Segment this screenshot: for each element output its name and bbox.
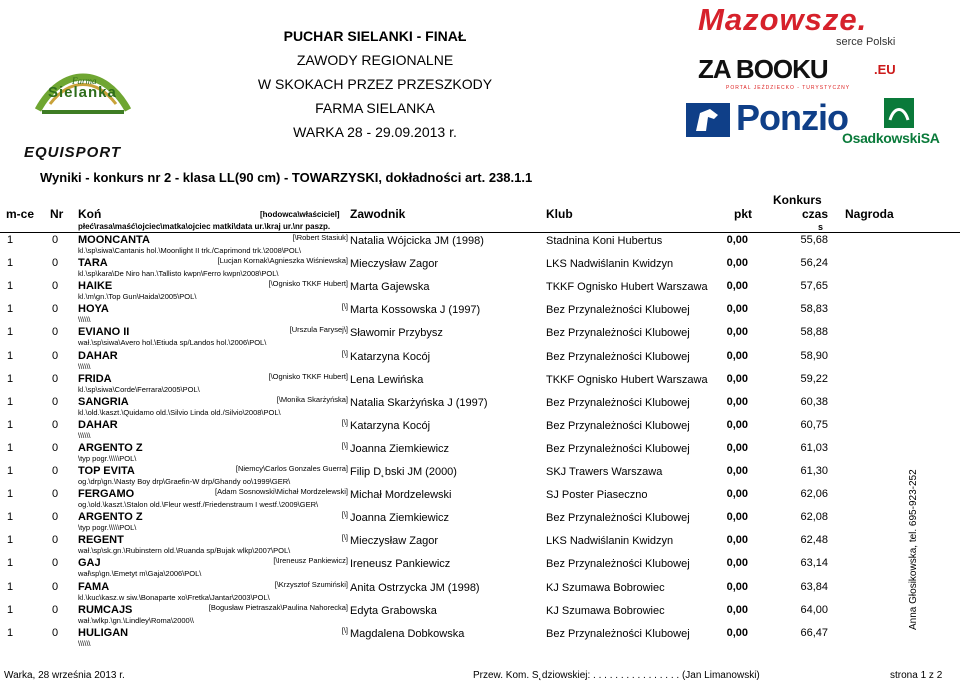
points-cell: 0,00 bbox=[726, 557, 748, 570]
club-cell: TKKF Ognisko Hubert Warszawa bbox=[546, 373, 708, 386]
pedigree-cell: kl.\sp\kara\De Niro han.\Tallisto kwpn\Ferro kwpn\2008\POL\ bbox=[78, 269, 279, 279]
place-cell: 1 bbox=[7, 488, 14, 501]
time-cell: 62,08 bbox=[800, 511, 828, 524]
nr-cell: 0 bbox=[52, 395, 59, 408]
horse-name: TOP EVITA bbox=[78, 465, 135, 477]
rider-cell: Ireneusz Pankiewicz bbox=[350, 558, 451, 571]
nr-cell: 0 bbox=[52, 257, 59, 270]
place-cell: 1 bbox=[7, 303, 14, 316]
table-row bbox=[0, 372, 960, 396]
owner-cell: [Bogusław Pietraszak\Paulina Nahorecka] bbox=[208, 602, 348, 612]
time-cell: 59,22 bbox=[800, 372, 828, 385]
club-cell: TKKF Ognisko Hubert Warszawa bbox=[546, 281, 708, 294]
club-cell: Bez Przynależności Klubowej bbox=[546, 512, 690, 525]
points-cell: 0,00 bbox=[726, 534, 748, 547]
col-pedigree: płeć\rasa\maść\ojciec\matka\ojciec matki\data ur.\kraj ur.\nr paszp. bbox=[78, 222, 331, 231]
table-row bbox=[0, 533, 960, 557]
rider-cell: Katarzyna Kocój bbox=[350, 419, 431, 432]
horse-name: ARGENTO Z bbox=[78, 511, 143, 524]
horse-name: DAHAR bbox=[78, 349, 118, 362]
pedigree-cell: wał.\wlkp.\gn.\Lindley\Roma\2000\\ bbox=[78, 615, 194, 625]
place-cell: 1 bbox=[7, 372, 14, 385]
owner-cell: [\] bbox=[341, 417, 348, 427]
col-zawodnik: Zawodnik bbox=[350, 207, 406, 221]
table-row bbox=[0, 580, 960, 604]
points-cell: 0,00 bbox=[726, 280, 748, 293]
points-cell: 0,00 bbox=[726, 626, 748, 639]
pedigree-cell: \\\\\\ bbox=[78, 430, 91, 440]
horse-name: DAHAR bbox=[78, 418, 118, 431]
rider-cell: Filip D˛bski JM (2000) bbox=[350, 466, 457, 478]
col-nagroda: Nagroda bbox=[845, 207, 894, 221]
place-cell: 1 bbox=[7, 257, 14, 270]
rider-cell: Natalia Skarżyńska J (1997) bbox=[350, 396, 488, 409]
club-cell: Stadnina Koni Hubertus bbox=[546, 235, 663, 247]
ponzio-horse-icon bbox=[686, 103, 730, 137]
owner-cell: [\Robert Stasiuk] bbox=[292, 233, 348, 242]
club-cell: Bez Przynależności Klubowej bbox=[546, 304, 690, 317]
place-cell: 1 bbox=[7, 603, 14, 616]
col-czas-unit: s bbox=[818, 222, 824, 232]
table-row bbox=[0, 279, 960, 303]
club-cell: Bez Przynależności Klubowej bbox=[546, 327, 690, 340]
footer-date: Warka, 28 września 2013 r. bbox=[4, 670, 125, 681]
horse-name: HAIKE bbox=[78, 280, 113, 293]
rider-cell: Magdalena Dobkowska bbox=[350, 627, 465, 640]
horse-name: REGENT bbox=[78, 534, 124, 547]
club-cell: Bez Przynależności Klubowej bbox=[546, 558, 690, 571]
time-cell: 62,06 bbox=[800, 488, 828, 501]
table-row bbox=[0, 256, 960, 280]
horse-name: MOONCANTA bbox=[78, 234, 150, 246]
pedigree-cell: wał.\sp\sk.gn.\Rubinstern old.\Ruanda sp/Bujak wlkp\2007\POL\ bbox=[78, 546, 291, 556]
club-cell: Bez Przynależności Klubowej bbox=[546, 627, 690, 640]
nr-cell: 0 bbox=[52, 488, 59, 501]
place-cell: 1 bbox=[7, 511, 14, 524]
pedigree-cell: kl.\m\gn.\Top Gun\Haida\2005\POL\ bbox=[78, 292, 197, 302]
points-cell: 0,00 bbox=[726, 603, 748, 616]
time-cell: 56,24 bbox=[800, 257, 828, 270]
place-cell: 1 bbox=[7, 418, 14, 431]
place-cell: 1 bbox=[7, 395, 14, 408]
results-title: Wyniki - konkurs nr 2 - klasa LL(90 cm) - TOWARZYSKI, dokładności art. 238.1.1 bbox=[40, 170, 533, 185]
zabooku-logo bbox=[698, 54, 898, 94]
club-cell: SJ Poster Piaseczno bbox=[546, 489, 648, 502]
event-title-line: WARKA 28 - 29.09.2013 r. bbox=[293, 124, 457, 140]
points-cell: 0,00 bbox=[726, 488, 748, 501]
pedigree-cell: \\\\\\ bbox=[78, 638, 91, 648]
club-cell: Bez Przynależności Klubowej bbox=[546, 350, 690, 363]
owner-cell: [\] bbox=[341, 348, 348, 358]
table-row bbox=[0, 626, 960, 650]
event-title-line: PUCHAR SIELANKI - FINAŁ bbox=[283, 28, 467, 44]
place-cell: 1 bbox=[7, 326, 14, 339]
pedigree-cell: kl.\sp\siwa\Corde\Ferrara\2005\POL\ bbox=[78, 384, 200, 394]
table-row bbox=[0, 325, 960, 349]
owner-cell: [\] bbox=[341, 510, 348, 520]
points-cell: 0,00 bbox=[726, 580, 748, 593]
table-row bbox=[0, 349, 960, 373]
nr-cell: 0 bbox=[52, 511, 59, 524]
footer-page: strona 1 z 2 bbox=[890, 670, 943, 681]
horse-name: HULIGAN bbox=[78, 626, 129, 639]
table-row bbox=[0, 510, 960, 534]
nr-cell: 0 bbox=[52, 303, 59, 316]
horse-name: GAJ bbox=[78, 557, 101, 570]
time-cell: 63,84 bbox=[800, 580, 828, 593]
rider-cell: Joanna Ziemkiewicz bbox=[350, 442, 450, 455]
club-cell: SKJ Trawers Warszawa bbox=[546, 466, 663, 478]
place-cell: 1 bbox=[7, 234, 14, 246]
pedigree-cell: kl.\sp\siwa\Cantanis hol.\Moonlight II trk./Caprimond trk.\2008\POL\ bbox=[78, 246, 302, 255]
event-title-line: FARMA SIELANKA bbox=[315, 100, 435, 116]
owner-cell: [Lucjan Kornak\Agnieszka Wiśniewska] bbox=[217, 256, 348, 266]
rider-cell: Marta Gajewska bbox=[350, 281, 430, 294]
table-row bbox=[0, 395, 960, 419]
rider-cell: Joanna Ziemkiewicz bbox=[350, 512, 450, 525]
nr-cell: 0 bbox=[52, 372, 59, 385]
nr-cell: 0 bbox=[52, 418, 59, 431]
points-cell: 0,00 bbox=[726, 257, 748, 270]
horse-name: FAMA bbox=[78, 580, 110, 593]
footer-judge: Przew. Kom. S˛dziowskiej: . . . . . . . . . . . . . . . . (Jan Limanowski) bbox=[473, 670, 760, 681]
nr-cell: 0 bbox=[52, 280, 59, 293]
place-cell: 1 bbox=[7, 580, 14, 593]
horse-name: EVIANO II bbox=[78, 326, 130, 339]
place-cell: 1 bbox=[7, 441, 14, 454]
col-konkurs: Konkurs bbox=[773, 193, 822, 207]
time-cell: 63,14 bbox=[800, 557, 828, 570]
owner-cell: [\Monika Skarżyńska] bbox=[276, 394, 348, 404]
club-cell: LKS Nadwiślanin Kwidzyn bbox=[546, 258, 674, 271]
club-cell: Bez Przynależności Klubowej bbox=[546, 419, 690, 432]
owner-cell: [\] bbox=[341, 440, 348, 450]
side-note-text: Anna Głosikowska, tel. 695-923-252 bbox=[908, 469, 919, 630]
table-row bbox=[0, 441, 960, 465]
rider-cell: Natalia Wójcicka JM (1998) bbox=[350, 235, 484, 247]
mazowsze-tagline: serce Polski bbox=[836, 36, 896, 48]
horse-name: TARA bbox=[78, 257, 108, 270]
event-title-line: ZAWODY REGIONALNE bbox=[296, 52, 454, 68]
nr-cell: 0 bbox=[52, 441, 59, 454]
time-cell: 57,65 bbox=[800, 280, 828, 293]
ponzio-wordmark: Ponzio bbox=[736, 97, 848, 138]
time-cell: 60,38 bbox=[800, 395, 828, 408]
points-cell: 0,00 bbox=[726, 465, 748, 477]
owner-cell: [\Krzysztof Szumiński] bbox=[274, 579, 348, 589]
place-cell: 1 bbox=[7, 626, 14, 639]
nr-cell: 0 bbox=[52, 326, 59, 339]
zabooku-wordmark: ZA BOOKU bbox=[698, 54, 828, 84]
points-cell: 0,00 bbox=[726, 234, 748, 246]
club-cell: LKS Nadwiślanin Kwidzyn bbox=[546, 535, 674, 548]
time-cell: 61,30 bbox=[800, 465, 828, 477]
col-pkt: pkt bbox=[734, 207, 752, 221]
owner-cell: [Niemcy\Carlos Gonzales Guerra] bbox=[235, 464, 348, 473]
pedigree-cell: kl.\kuc\kasz.w siw.\Bonaparte xo\Fretka\Jantar\2003\POL\ bbox=[78, 592, 270, 602]
time-cell: 62,48 bbox=[800, 534, 828, 547]
col-klub: Klub bbox=[546, 207, 573, 221]
club-cell: Bez Przynależności Klubowej bbox=[546, 442, 690, 455]
rider-cell: Anita Ostrzycka JM (1998) bbox=[350, 581, 480, 594]
table-row bbox=[0, 487, 960, 511]
rider-cell: Edyta Grabowska bbox=[350, 604, 437, 617]
points-cell: 0,00 bbox=[726, 395, 748, 408]
horse-name: FERGAMO bbox=[78, 488, 135, 501]
rider-cell: Sławomir Przybysz bbox=[350, 327, 443, 340]
horse-name: RUMCAJS bbox=[78, 603, 133, 616]
col-owner: [hodowca\właściciel] bbox=[260, 210, 340, 219]
place-cell: 1 bbox=[7, 534, 14, 547]
points-cell: 0,00 bbox=[726, 303, 748, 316]
time-cell: 58,88 bbox=[800, 326, 828, 339]
time-cell: 61,03 bbox=[800, 441, 828, 454]
col-mce: m-ce bbox=[6, 207, 35, 221]
place-cell: 1 bbox=[7, 557, 14, 570]
owner-cell: [\Ognisko TKKF Hubert] bbox=[268, 279, 348, 289]
mazowsze-logo bbox=[698, 2, 896, 48]
club-cell: Bez Przynależności Klubowej bbox=[546, 396, 690, 409]
time-cell: 58,90 bbox=[800, 349, 828, 362]
zabooku-tagline: PORTAL JEŹDZIECKO - TURYSTYCZNY bbox=[726, 85, 851, 91]
pedigree-cell: kl.\old.\kaszt.\Quidamo old.\Silvio Linda old./Silvio\2008\POL\ bbox=[78, 407, 281, 417]
pedigree-cell: wał.\sp\siwa\Avero hol.\Etiuda sp/Landos hol.\2006\POL\ bbox=[78, 338, 267, 348]
col-czas: czas bbox=[802, 207, 829, 221]
owner-cell: [Adam Sosnowski\Michał Mordzelewski] bbox=[215, 487, 348, 497]
nr-cell: 0 bbox=[52, 465, 59, 477]
rider-cell: Lena Lewińska bbox=[350, 373, 424, 386]
time-cell: 58,83 bbox=[800, 303, 828, 316]
points-cell: 0,00 bbox=[726, 511, 748, 524]
pedigree-cell: og.\old.\kaszt.\Stalon old.\Fleur westf./Friedenstraum I westf.\2009\GER\ bbox=[78, 500, 319, 510]
col-kon: Koń bbox=[78, 207, 102, 221]
nr-cell: 0 bbox=[52, 234, 59, 246]
owner-cell: [\] bbox=[341, 533, 348, 543]
nr-cell: 0 bbox=[52, 534, 59, 547]
rider-cell: Mieczysław Zagor bbox=[350, 258, 439, 271]
horse-name: HOYA bbox=[78, 303, 109, 316]
points-cell: 0,00 bbox=[726, 372, 748, 385]
owner-cell: [\Ireneusz Pankiewicz] bbox=[273, 556, 348, 566]
equisport-logo-text: EQUISPORT bbox=[24, 144, 122, 161]
nr-cell: 0 bbox=[52, 626, 59, 639]
time-cell: 60,75 bbox=[800, 418, 828, 431]
rider-cell: Michał Mordzelewski bbox=[350, 489, 452, 502]
table-row bbox=[0, 464, 960, 488]
horse-name: ARGENTO Z bbox=[78, 441, 143, 454]
time-cell: 55,68 bbox=[800, 234, 828, 246]
club-cell: KJ Szumawa Bobrowiec bbox=[546, 604, 665, 617]
owner-cell: [\] bbox=[341, 625, 348, 635]
pedigree-cell: \typ pogr.\\\\\POL\ bbox=[78, 523, 137, 533]
table-row bbox=[0, 418, 960, 442]
horse-name: SANGRIA bbox=[78, 395, 129, 408]
points-cell: 0,00 bbox=[726, 418, 748, 431]
points-cell: 0,00 bbox=[726, 441, 748, 454]
osadkowski-logo bbox=[842, 98, 956, 150]
mazowsze-wordmark: Mazowsze. bbox=[698, 2, 868, 37]
time-cell: 64,00 bbox=[800, 603, 828, 616]
points-cell: 0,00 bbox=[726, 326, 748, 339]
pedigree-cell: og.\drp\gn.\Nasty Boy drp\Graefin-W drp/Ghandy oo\1999\GER\ bbox=[78, 477, 291, 486]
table-row bbox=[0, 302, 960, 326]
table-row bbox=[0, 603, 960, 627]
rider-cell: Katarzyna Kocój bbox=[350, 350, 431, 363]
zabooku-eu: .EU bbox=[874, 62, 896, 77]
nr-cell: 0 bbox=[52, 557, 59, 570]
pedigree-cell: wał\sp\gn.\Emetyt m\Gaja\2006\POL\ bbox=[78, 569, 202, 579]
points-cell: 0,00 bbox=[726, 349, 748, 362]
osadkowski-emblem-icon bbox=[884, 98, 914, 128]
club-cell: KJ Szumawa Bobrowiec bbox=[546, 581, 665, 594]
col-nr: Nr bbox=[50, 207, 64, 221]
farma-sielanka-logo bbox=[22, 60, 134, 160]
sielanka-word: Sielanka bbox=[48, 84, 117, 101]
event-title-block bbox=[250, 24, 500, 144]
pedigree-cell: \typ pogr.\\\\\POL\ bbox=[78, 453, 137, 463]
owner-cell: [Urszula Farysej\] bbox=[289, 325, 348, 335]
table-row bbox=[0, 556, 960, 580]
table-row bbox=[0, 233, 960, 257]
horse-name: FRIDA bbox=[78, 372, 112, 385]
owner-cell: [\Ognisko TKKF Hubert] bbox=[268, 371, 348, 381]
event-title-line: W SKOKACH PRZEZ PRZESZKODY bbox=[257, 76, 493, 92]
place-cell: 1 bbox=[7, 465, 14, 477]
pedigree-cell: \\\\\\ bbox=[78, 361, 91, 371]
nr-cell: 0 bbox=[52, 603, 59, 616]
place-cell: 1 bbox=[7, 280, 14, 293]
place-cell: 1 bbox=[7, 349, 14, 362]
time-cell: 66,47 bbox=[800, 626, 828, 639]
osadkowski-wordmark: OsadkowskiSA bbox=[842, 130, 940, 146]
farma-word: Farma bbox=[72, 76, 97, 86]
side-note bbox=[908, 469, 922, 630]
rider-cell: Mieczysław Zagor bbox=[350, 535, 439, 548]
rider-cell: Marta Kossowska J (1997) bbox=[350, 304, 481, 317]
nr-cell: 0 bbox=[52, 580, 59, 593]
pedigree-cell: \\\\\\ bbox=[78, 315, 91, 325]
nr-cell: 0 bbox=[52, 349, 59, 362]
owner-cell: [\] bbox=[341, 302, 348, 312]
